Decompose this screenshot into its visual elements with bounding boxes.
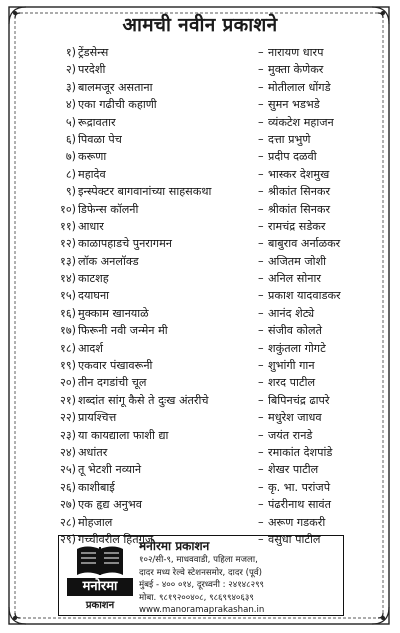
dash-separator: –: [258, 254, 264, 268]
book-author: सुमन भडभडे: [268, 98, 320, 112]
book-title: दयाघना: [78, 289, 110, 303]
dash-separator: –: [258, 480, 264, 494]
book-author: आनंद शेट्ये: [268, 306, 315, 320]
book-title: काशीबाई: [78, 480, 115, 494]
book-number: २): [65, 63, 76, 77]
book-number: १७): [60, 324, 76, 338]
book-title: गच्चीवरील हितगुज: [78, 532, 154, 546]
dash-separator: –: [258, 202, 264, 216]
dash-separator: –: [258, 428, 264, 442]
book-row: [40, 44, 378, 61]
book-author: बिपिनचंद्र ढापरे: [268, 393, 330, 407]
book-author: शरद पाटील: [268, 376, 316, 390]
book-author: अजितम जोशी: [268, 254, 327, 268]
book-title: फिरूनी नवी जन्मेन मी: [78, 324, 168, 338]
book-title: प्रायश्चित्त: [78, 411, 117, 425]
logo-wordmark: मनोरमा: [67, 578, 133, 596]
book-number: २०): [60, 376, 76, 390]
book-title: महादेव: [78, 167, 106, 181]
book-title: बालमजूर असताना: [78, 80, 153, 94]
dash-separator: –: [258, 306, 264, 320]
book-number: १८): [60, 341, 76, 355]
book-title: मुक्काम खानयाळे: [78, 306, 149, 320]
book-number: २३): [60, 428, 76, 442]
book-number: २८): [60, 515, 76, 529]
book-title: शब्दांत सांगू कैसे ते दुःख अंतरीचे: [78, 393, 209, 407]
book-number: २२): [60, 411, 76, 425]
book-row: [40, 322, 378, 339]
book-author: रमाकांत देशपांडे: [268, 445, 333, 459]
book-row: [40, 496, 378, 513]
book-title: काळापहाडचे पुनरागमन: [78, 237, 172, 251]
book-number: ५): [65, 115, 76, 129]
book-author: संजीव कोलते: [268, 324, 322, 338]
dash-separator: –: [258, 185, 264, 199]
book-row: [40, 287, 378, 304]
book-row: [40, 96, 378, 113]
dash-separator: –: [258, 237, 264, 251]
book-author: बाबुराव अर्नाळकर: [268, 237, 341, 251]
publisher-mobile: मोबा. ९८१९२००४०८, ९८६९९४०६३९: [139, 592, 254, 603]
book-title: मोहजाल: [78, 515, 113, 529]
book-row: [40, 218, 378, 235]
book-author: शेखर पाटील: [268, 463, 319, 477]
book-row: [40, 357, 378, 374]
publisher-name: मनोरमा प्रकाशन: [139, 539, 210, 553]
book-number: ९): [65, 185, 76, 199]
dash-separator: –: [258, 359, 264, 373]
book-author: प्रकाश यादवाडकर: [268, 289, 341, 303]
dash-separator: –: [258, 98, 264, 112]
book-author: मुक्ता केणेकर: [268, 63, 324, 77]
book-title: परदेशी: [78, 63, 106, 77]
book-number: १३): [60, 254, 76, 268]
book-title: रूद्रावतार: [78, 115, 116, 129]
book-number: ८): [65, 167, 76, 181]
dash-separator: –: [258, 341, 264, 355]
book-number: १९): [60, 359, 76, 373]
book-row: [40, 479, 378, 496]
book-row: [40, 253, 378, 270]
book-row: [40, 114, 378, 131]
book-title: आधार: [78, 219, 104, 233]
book-row: [40, 392, 378, 409]
book-number: १५): [60, 289, 76, 303]
book-number: ७): [65, 150, 76, 164]
book-author: शुभांगी गान: [268, 359, 315, 373]
book-author: मोतीलाल धोंगडे: [268, 80, 331, 94]
book-title: एकवार पंखावरूनी: [78, 359, 153, 373]
dash-separator: –: [258, 272, 264, 286]
book-title: करूणा: [78, 150, 107, 164]
book-title: अधांतर: [78, 445, 108, 459]
book-number: ३): [65, 80, 76, 94]
book-row: [40, 340, 378, 357]
book-row: [40, 444, 378, 461]
book-author: कृ. भा. परांजपे: [268, 480, 331, 494]
book-title: इन्स्पेक्टर बागवानांच्या साहसकथा: [78, 185, 212, 199]
dash-separator: –: [258, 80, 264, 94]
dash-separator: –: [258, 532, 264, 546]
dash-separator: –: [258, 463, 264, 477]
book-row: [40, 514, 378, 531]
dash-separator: –: [258, 219, 264, 233]
book-number: २९): [60, 532, 76, 546]
book-number: १६): [60, 306, 76, 320]
book-row: [40, 61, 378, 78]
book-row: [40, 235, 378, 252]
dash-separator: –: [258, 132, 264, 146]
book-number: २६): [60, 480, 76, 494]
publisher-logo: [67, 541, 133, 611]
book-row: [40, 374, 378, 391]
book-title: एक हृद्य अनुभव: [78, 498, 142, 512]
book-author: दत्ता प्रभुणे: [268, 132, 311, 146]
book-number: ११): [60, 219, 76, 233]
logo-subtitle: प्रकाशन: [85, 600, 115, 611]
dash-separator: –: [258, 63, 264, 77]
book-number: १२): [60, 237, 76, 251]
dash-separator: –: [258, 445, 264, 459]
book-row: [40, 461, 378, 478]
book-author: वसुधा पाटील: [268, 532, 321, 546]
publisher-website[interactable]: www.manoramaprakashan.in: [139, 605, 265, 615]
book-author: पंढरीनाथ सावंत: [268, 498, 331, 512]
book-number: १४): [60, 272, 76, 286]
book-row: [40, 79, 378, 96]
book-author: नारायण धारप: [268, 46, 324, 59]
dash-separator: –: [258, 498, 264, 512]
book-row: [40, 427, 378, 444]
book-row: [40, 148, 378, 165]
publisher-address-2: दादर मध्य रेल्वे स्टेशनसमोर, दादर (पूर्व): [139, 567, 262, 578]
publisher-address-1: १०२/सी-९, माधववाडी, पहिला मजला,: [139, 555, 258, 565]
book-author: व्यंकटेश महाजन: [268, 115, 334, 129]
book-author: रामचंद्र सडेकर: [268, 219, 326, 233]
dash-separator: –: [258, 167, 264, 181]
book-row: [40, 305, 378, 322]
book-title: काटशह: [78, 272, 109, 286]
book-icon: [67, 541, 133, 579]
page-title: आमची नवीन प्रकाशने: [122, 14, 278, 36]
book-number: २७): [60, 498, 76, 512]
book-row: [40, 201, 378, 218]
book-number: ४): [65, 98, 76, 112]
book-row: [40, 131, 378, 148]
book-author: भास्कर देशमुख: [268, 167, 330, 181]
book-title: तीन दगडांची चूल: [78, 376, 147, 390]
book-author: अनिल सोनार: [268, 272, 321, 286]
publisher-info: [139, 539, 341, 617]
book-number: १०): [60, 202, 76, 216]
book-number: २१): [60, 393, 76, 407]
book-list: [40, 44, 378, 548]
book-title: पिवळा पेच: [78, 132, 122, 146]
book-title: एका गढीची कहाणी: [78, 98, 157, 112]
dash-separator: –: [258, 324, 264, 338]
book-author: अरूण गडकरी: [268, 515, 326, 529]
dash-separator: –: [258, 150, 264, 164]
publisher-box: [58, 535, 344, 616]
book-number: ६): [65, 132, 76, 146]
book-author: प्रदीप दळवी: [268, 150, 317, 164]
publisher-phone: मुंबई - ४०० ०१४, दूरध्वनी : २४१४८२९९: [139, 580, 265, 590]
book-author: जयंत रानडे: [268, 428, 313, 442]
book-author: शकुंतला गोगटे: [268, 341, 326, 355]
dash-separator: –: [258, 393, 264, 407]
dash-separator: –: [258, 115, 264, 129]
book-title: डिफेन्स कॉलनी: [78, 202, 139, 216]
book-number: २४): [60, 445, 76, 459]
dash-separator: –: [258, 289, 264, 303]
book-title: तू भेटशी नव्याने: [78, 463, 142, 477]
book-title: आदर्श: [78, 341, 103, 355]
book-author: श्रीकांत सिनकर: [268, 185, 331, 199]
dash-separator: –: [258, 376, 264, 390]
book-row: [40, 183, 378, 200]
book-title: ट्रेंडसेन्स: [78, 46, 109, 59]
dash-separator: –: [258, 411, 264, 425]
book-row: [40, 166, 378, 183]
book-number: १): [65, 46, 76, 59]
book-number: २५): [60, 463, 76, 477]
dash-separator: –: [258, 46, 264, 59]
book-author: श्रीकांत सिनकर: [268, 202, 331, 216]
book-row: [40, 270, 378, 287]
dash-separator: –: [258, 515, 264, 529]
book-title: या कायद्याला फाशी द्या: [78, 428, 169, 442]
book-author: मधुरेश जाधव: [268, 411, 322, 425]
book-row: [40, 409, 378, 426]
book-title: लॉक अनलॉक्ड: [78, 254, 139, 268]
